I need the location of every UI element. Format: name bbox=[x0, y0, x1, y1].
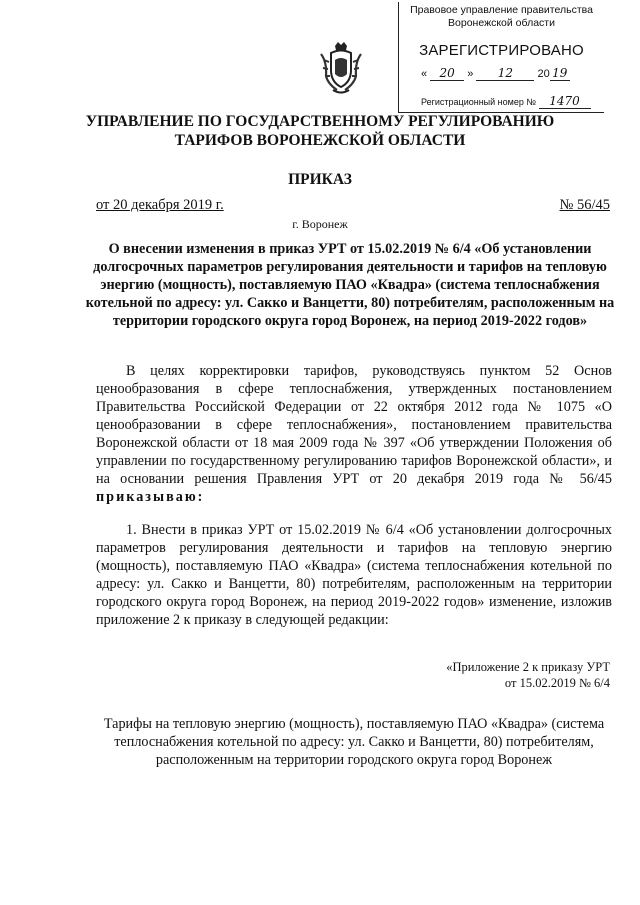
stamp-year-prefix: 20 bbox=[537, 68, 550, 80]
stamp-day: 20 bbox=[430, 66, 464, 81]
organization-name bbox=[0, 112, 640, 150]
stamp-year: 19 bbox=[550, 66, 570, 81]
order-city: г. Воронеж bbox=[292, 217, 348, 231]
stamp-date-open: « bbox=[421, 68, 428, 80]
organization-line1: УПРАВЛЕНИЕ ПО ГОСУДАРСТВЕННОМУ РЕГУЛИРОВАНИЮ bbox=[85, 113, 555, 130]
tariff-title: Тарифы на тепловую энергию (мощность), поставляемую ПАО «Квадра» (система теплоснабжения котельной по адресу: ул. Сакко и Ванцетти, 80) потребителям, расположенным на территории городского округа город Воронеж bbox=[103, 716, 605, 768]
stamp-number-value: 1470 bbox=[539, 94, 591, 109]
clause-1-paragraph bbox=[96, 521, 612, 629]
registration-stamp bbox=[398, 2, 604, 113]
organization-line2: ТАРИФОВ ВОРОНЕЖСКОЙ ОБЛАСТИ bbox=[174, 132, 466, 149]
stamp-authority-line2: Воронежской области bbox=[448, 17, 555, 29]
appendix-line1: «Приложение 2 к приказу УРТ bbox=[446, 660, 610, 674]
stamp-date bbox=[421, 66, 601, 81]
order-date: от 20 декабря 2019 г. bbox=[96, 197, 224, 213]
preamble-text: В целях корректировки тарифов, руководствуясь пунктом 52 Основ ценообразования в сфере теплоснабжения, утвержденных постановлением Правительства Российской Федерации от 22 октября 2012 года № 1075 «О ценообразовании в сфере теплоснабжения», постановлением правительства Воронежской области от 18 мая 2009 года № 397 «Об утверждении Положения об управлении по государственному регулированию тарифов Воронежской области», и на основании решения Правления УРТ от 20 декабря 2019 года № 56/45 bbox=[96, 363, 612, 487]
stamp-authority-line1: Правовое управление правительства bbox=[410, 4, 593, 16]
stamp-month: 12 bbox=[476, 66, 534, 81]
preamble-paragraph bbox=[96, 362, 612, 506]
stamp-date-close: » bbox=[467, 68, 474, 80]
stamp-registered: ЗАРЕГИСТРИРОВАНО bbox=[419, 42, 584, 59]
coat-of-arms-icon bbox=[318, 40, 364, 96]
clause-1-text: 1. Внести в приказ УРТ от 15.02.2019 № 6/4 «Об установлении долгосрочных параметров регулирования деятельности и тарифов на тепловую энергию (мощность), поставляемую ПАО «Квадра» (система теплоснабжения котельной по адресу: ул. Сакко и Ванцетти, 80) потребителям, расположенным на территории городского округа город Воронеж, на период 2019-2022 годов» изменение, изложив приложение 2 к приказу в следующей редакции: bbox=[96, 522, 612, 628]
appendix-reference bbox=[446, 659, 610, 691]
order-heading: О внесении изменения в приказ УРТ от 15.02.2019 № 6/4 «Об установлении долгосрочных параметров регулирования деятельности и тарифов на тепловую энергию (мощность), поставляемую ПАО «Квадра» (система теплоснабжения котельной по адресу: ул. Сакко и Ванцетти, 80) потребителям, расположенным на территории городского округа город Воронеж, на период 2019-2022 годов» bbox=[85, 241, 615, 329]
document-title: ПРИКАЗ bbox=[288, 171, 352, 188]
orders-keyword: приказываю: bbox=[96, 489, 205, 505]
appendix-line2: от 15.02.2019 № 6/4 bbox=[504, 676, 610, 690]
stamp-number bbox=[421, 94, 601, 109]
order-number: № 56/45 bbox=[559, 197, 610, 213]
stamp-number-label: Регистрационный номер № bbox=[421, 97, 537, 107]
